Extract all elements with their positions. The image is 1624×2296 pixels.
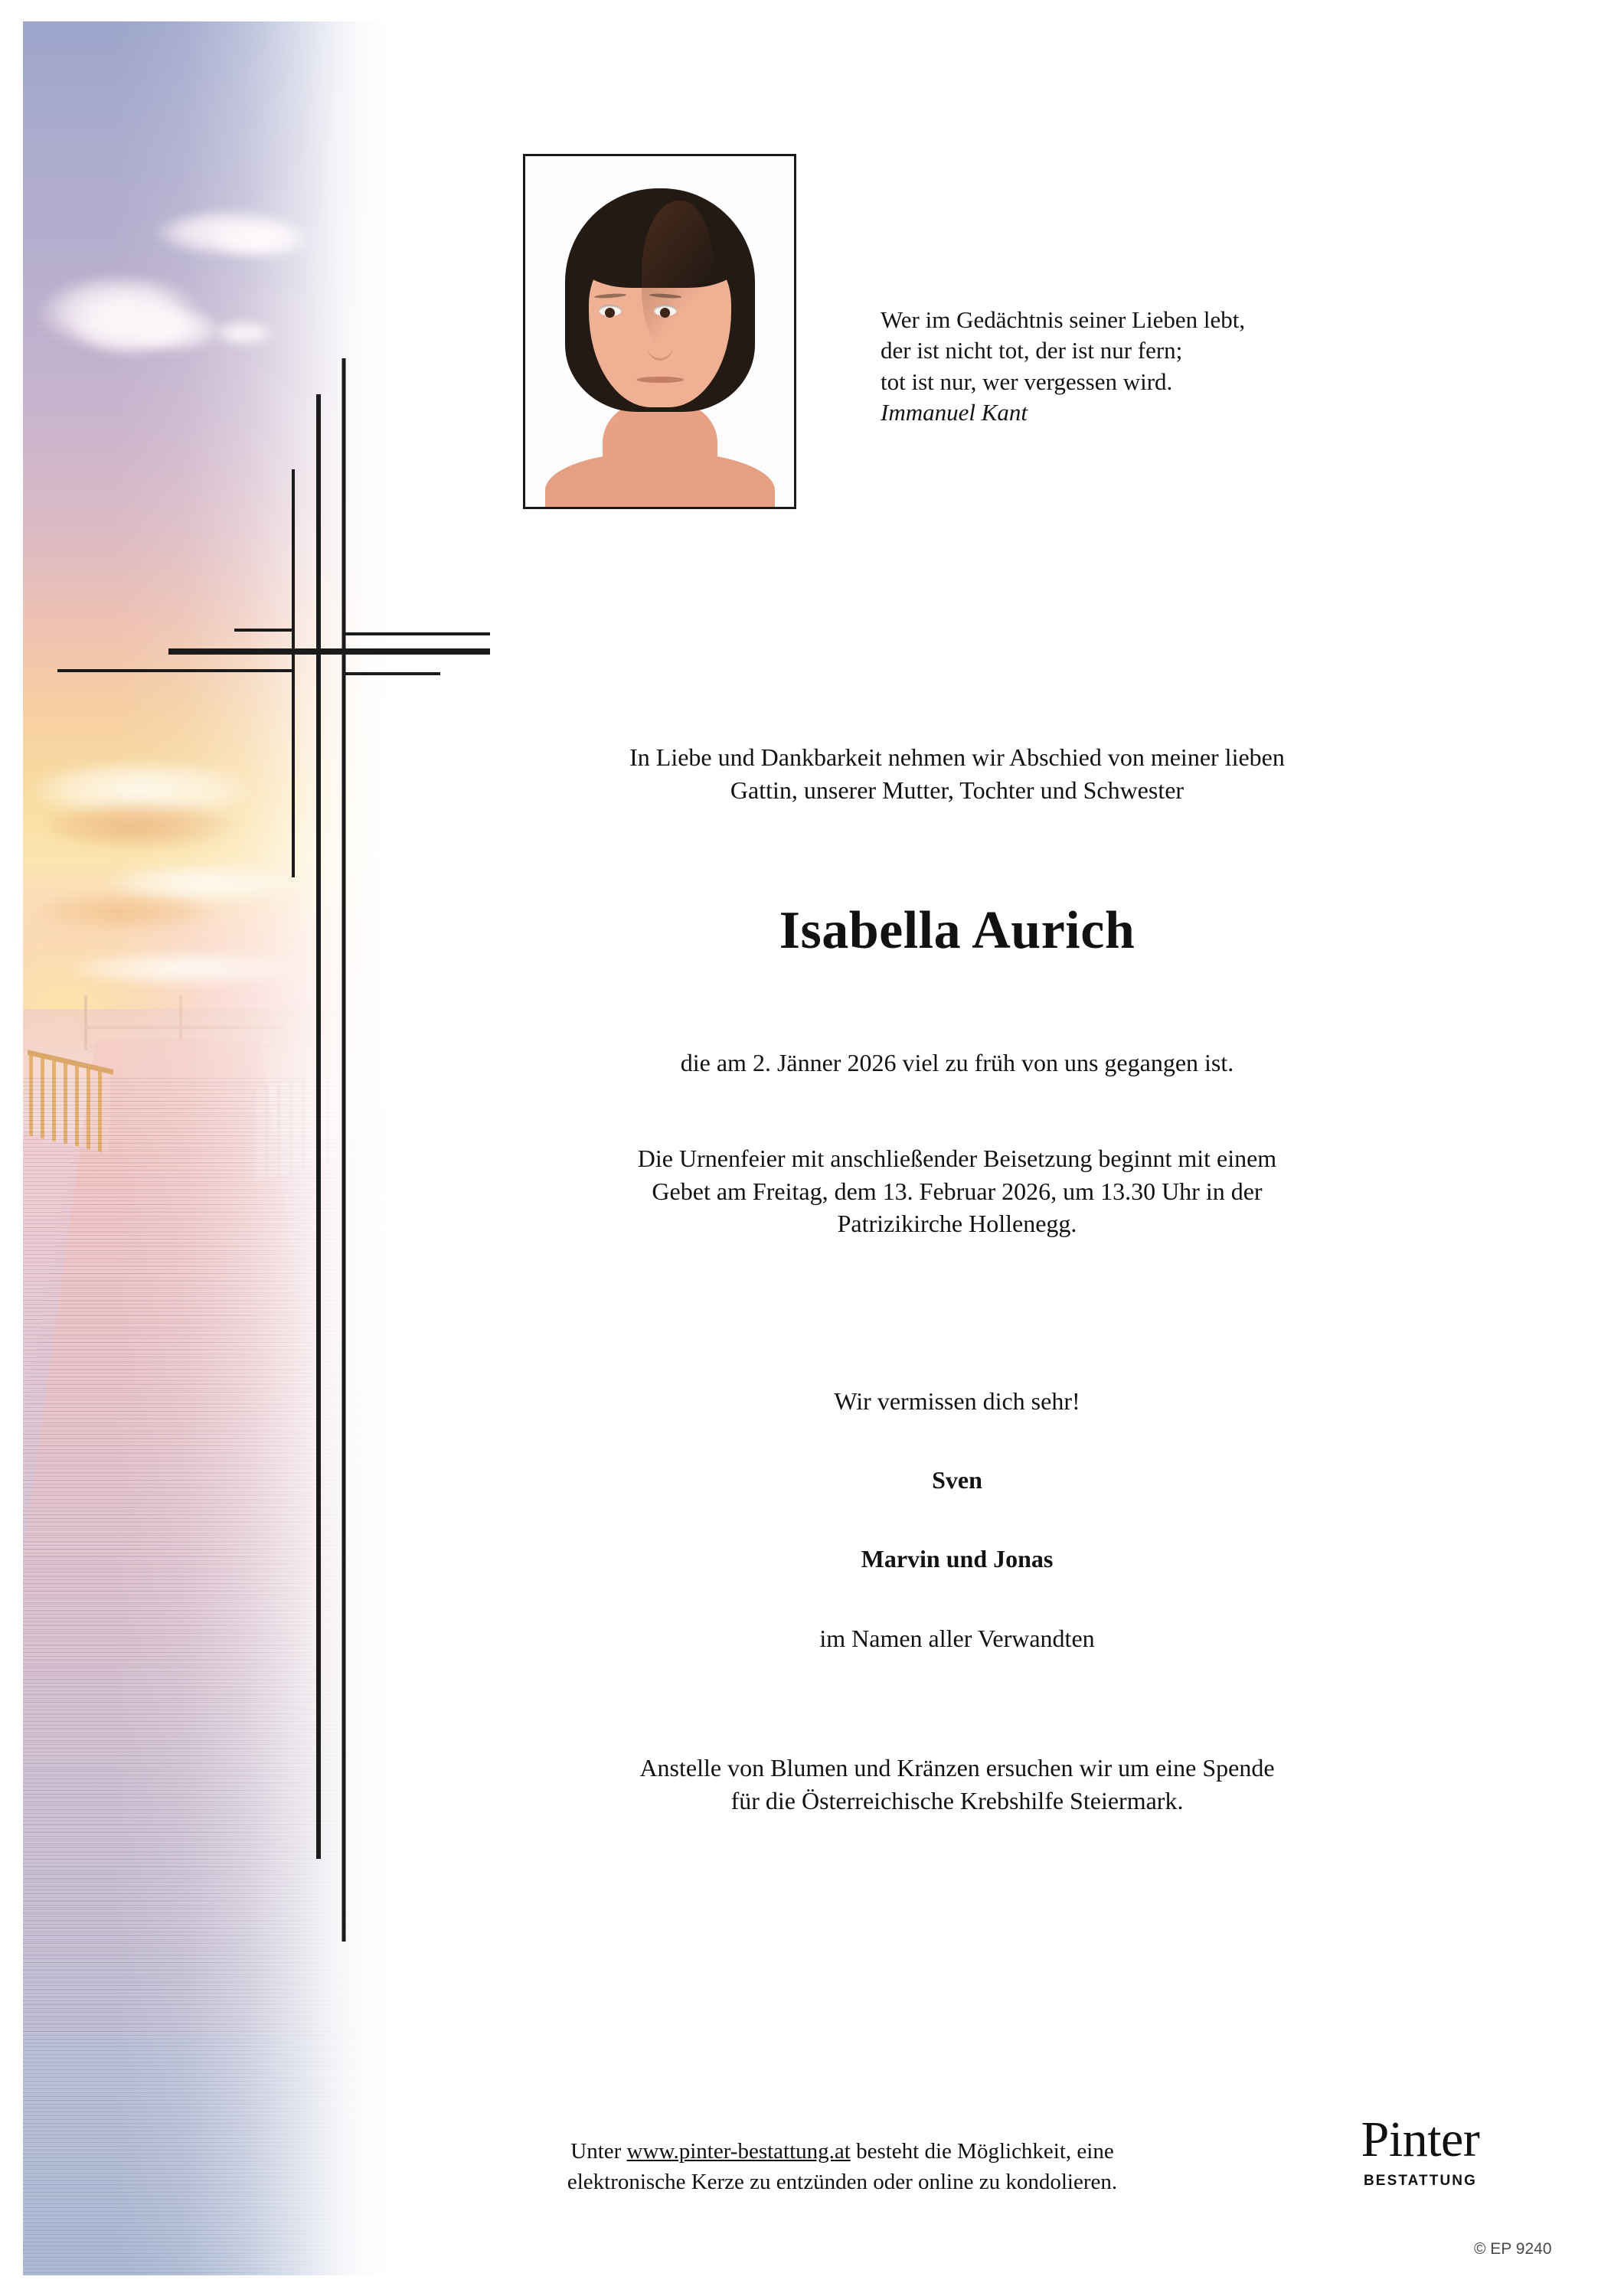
logo-subtitle: BESTATTUNG xyxy=(1363,2173,1477,2189)
ceremony-line-2: Gebet am Freitag, dem 13. Februar 2026, um 13.30 Uhr in der xyxy=(652,1177,1263,1205)
donation-line-1: Anstelle von Blumen und Kränzen ersuchen wir um eine Spende xyxy=(639,1754,1275,1782)
artwork-fade xyxy=(23,21,490,2275)
funeral-home-url[interactable]: www.pinter-bestattung.at xyxy=(626,2139,851,2164)
memorial-quote xyxy=(881,305,1417,428)
funeral-home-logo xyxy=(1332,2111,1508,2190)
portrait-pupil xyxy=(660,308,670,318)
portrait-photo xyxy=(523,154,796,509)
deceased-name: Isabella Aurich xyxy=(779,901,1135,960)
portrait-image xyxy=(525,156,794,507)
announcement-lead xyxy=(459,741,1455,806)
footer-line-1 xyxy=(459,2136,1225,2167)
on-behalf-of-relatives: im Namen aller Verwandten xyxy=(819,1625,1095,1652)
mourner-names-children: Marvin und Jonas xyxy=(861,1545,1054,1573)
portrait-neck xyxy=(603,400,717,509)
copyright-code: © EP 9240 xyxy=(1474,2240,1552,2258)
death-date-line: die am 2. Jänner 2026 viel zu früh von uns gegangen ist. xyxy=(680,1049,1234,1076)
footer-note-middle: besteht die Möglichkeit, eine xyxy=(850,2139,1114,2164)
ceremony-line-3: Patrizikirche Hollenegg. xyxy=(837,1210,1077,1238)
quote-line-2: der ist nicht tot, der ist nur fern; xyxy=(881,337,1183,364)
quote-line-1: Wer im Gedächtnis seiner Lieben lebt, xyxy=(881,306,1246,333)
donation-request xyxy=(459,1752,1455,1817)
farewell-message: Wir vermissen dich sehr! xyxy=(834,1387,1080,1415)
ceremony-line-1: Die Urnenfeier mit anschließender Beisetzung beginnt mit einem xyxy=(637,1145,1277,1172)
online-condolence-note xyxy=(459,2136,1225,2197)
donation-line-2: für die Österreichische Krebshilfe Steiermark. xyxy=(730,1786,1184,1814)
ceremony-details xyxy=(459,1142,1455,1240)
portrait-pupil xyxy=(605,308,615,318)
portrait-nose xyxy=(647,331,673,361)
decorative-artwork xyxy=(23,21,490,2275)
quote-line-3: tot ist nur, wer vergessen wird. xyxy=(881,367,1173,395)
lead-line-1: In Liebe und Dankbarkeit nehmen wir Abschied von meiner lieben xyxy=(629,743,1285,771)
logo-wordmark: Pinter xyxy=(1361,2111,1480,2167)
footer-note-prefix: Unter xyxy=(570,2139,627,2164)
portrait-mouth xyxy=(636,377,684,383)
lead-line-2: Gattin, unserer Mutter, Tochter und Schwester xyxy=(730,776,1185,804)
mourner-name-primary: Sven xyxy=(932,1466,982,1494)
quote-author: Immanuel Kant xyxy=(881,398,1028,426)
footer-line-2: elektronische Kerze zu entzünden oder online zu kondolieren. xyxy=(567,2170,1118,2195)
